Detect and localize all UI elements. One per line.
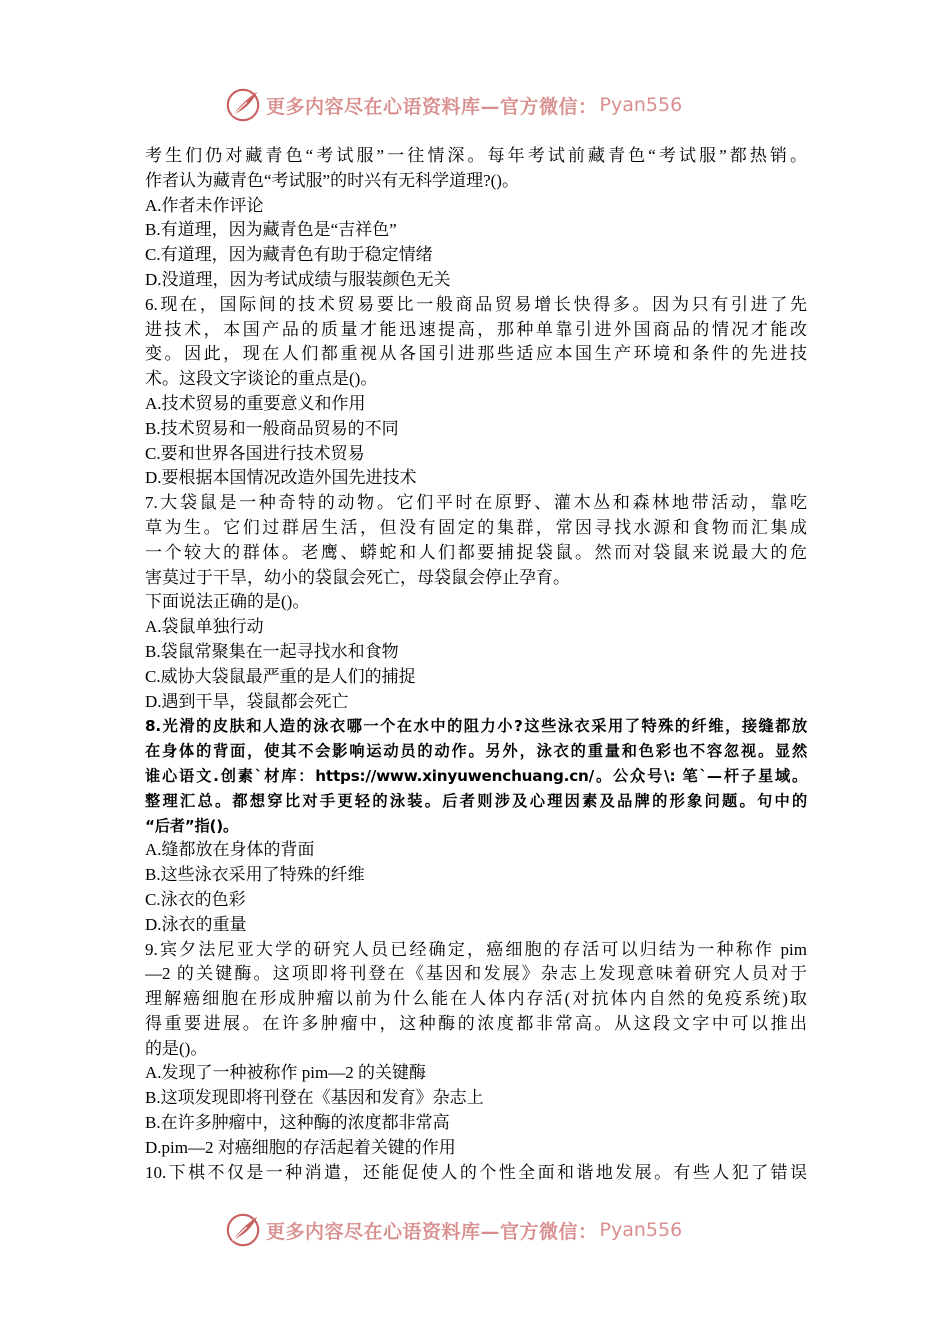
- text-line: A.作者未作评论: [145, 195, 264, 215]
- quill-logo-icon: [224, 86, 262, 124]
- document-body: [145, 144, 807, 1185]
- text-line: B.在许多肿瘤中，这种酶的浓度都非常高: [145, 1113, 450, 1133]
- text-line: 得重要进展。在许多肿瘤中，这种酶的浓度都非常高。从这段文字中可以推出: [145, 1013, 807, 1033]
- text-line: 一个较大的群体。老鹰、蟒蛇和人们都要捕捉袋鼠。然而对袋鼠来说最大的危: [145, 542, 807, 562]
- text-line: 害莫过于干旱，幼小的袋鼠会死亡，母袋鼠会停止孕育。: [145, 567, 570, 587]
- footer-banner-text: 更多内容尽在心语资料库—官方微信：: [266, 1220, 598, 1243]
- text-line: D.遇到干旱，袋鼠都会死亡: [145, 691, 349, 711]
- text-line: A.技术贸易的重要意义和作用: [145, 393, 366, 413]
- header-watermark-banner: [224, 82, 682, 128]
- text-line: A.袋鼠单独行动: [145, 617, 264, 637]
- header-banner-text: 更多内容尽在心语资料库—官方微信：: [266, 95, 598, 118]
- text-line: 进技术，本国产品的质量才能迅速提高，那种单靠引进外国商品的情况才能改: [145, 319, 807, 339]
- text-line: 8.光滑的皮肤和人造的泳衣哪一个在水中的阻力小?这些泳衣采用了特殊的纤维，接缝都放: [145, 717, 807, 736]
- text-line: C.泳衣的色彩: [145, 889, 246, 909]
- text-line: 变。因此，现在人们都重视从各国引进那些适应本国生产环境和条件的先进技: [145, 344, 807, 364]
- text-line: 下面说法正确的是()。: [145, 592, 310, 612]
- text-line: B.这项发现即将刊登在《基因和发育》杂志上: [145, 1088, 484, 1108]
- text-line: C.威协大袋鼠最严重的是人们的捕捉: [145, 666, 416, 686]
- text-line: 10.下棋不仅是一种消遣，还能促使人的个性全面和谐地发展。有些人犯了错误: [145, 1162, 807, 1182]
- text-line: —2 的关键酶。这项即将刊登在《基因和发展》杂志上发现意味着研究人员对于: [145, 964, 807, 984]
- text-line: “后者”指()。: [145, 816, 238, 835]
- text-line: 理解癌细胞在形成肿瘤以前为什么能在人体内存活(对抗体内自然的免疫系统)取: [145, 989, 807, 1009]
- header-banner-wechat-id: Pyan556: [599, 94, 683, 116]
- text-line: 作者认为藏青色“考试服”的时兴有无科学道理?()。: [145, 170, 519, 190]
- text-line: 的是()。: [145, 1038, 208, 1058]
- text-line: 9.宾夕法尼亚大学的研究人员已经确定，癌细胞的存活可以归结为一种称作 pim: [145, 939, 807, 959]
- text-line: 术。这段文字谈论的重点是()。: [145, 369, 378, 389]
- text-line: 整理汇总。都想穿比对手更轻的泳装。后者则涉及心理因素及品牌的形象问题。句中的: [145, 791, 807, 810]
- text-line: D.pim—2 对癌细胞的存活起着关键的作用: [145, 1137, 456, 1157]
- footer-banner-wechat-id: Pyan556: [599, 1219, 683, 1241]
- text-line: B.这些泳衣采用了特殊的纤维: [145, 865, 365, 885]
- text-line: D.泳衣的重量: [145, 914, 247, 934]
- footer-watermark-banner: [224, 1207, 682, 1253]
- text-line: C.要和世界各国进行技术贸易: [145, 443, 365, 463]
- text-line: A.发现了一种被称作 pim—2 的关键酶: [145, 1063, 426, 1083]
- quill-logo-icon: [224, 1211, 262, 1249]
- text-line: 在身体的背面，使其不会影响运动员的动作。另外，泳衣的重量和色彩也不容忽视。显然: [145, 742, 807, 761]
- text-line: 考生们仍对藏青色“考试服”一往情深。每年考试前藏青色“考试服”都热销。: [145, 146, 807, 165]
- text-line: B.袋鼠常聚集在一起寻找水和食物: [145, 641, 399, 661]
- text-line: B.技术贸易和一般商品贸易的不同: [145, 418, 399, 438]
- text-line: 草为生。它们过群居生活，但没有固定的集群，常因寻找水源和食物而汇集成: [145, 517, 807, 537]
- text-line: C.有道理，因为藏青色有助于稳定情绪: [145, 245, 433, 265]
- text-line: D.要根据本国情况改造外国先进技术: [145, 468, 417, 488]
- text-line: A.缝都放在身体的背面: [145, 840, 315, 860]
- text-line: B.有道理，因为藏青色是“吉祥色”: [145, 220, 397, 240]
- text-line: D.没道理，因为考试成绩与服装颜色无关: [145, 269, 451, 289]
- text-line: 谁心语文.创素`材库：https://www.xinyuwenchuang.cn/。公众号\: 笔`—杆子星域。: [145, 766, 807, 785]
- text-line: 7.大袋鼠是一种奇特的动物。它们平时在原野、灌木丛和森林地带活动，靠吃: [145, 493, 807, 513]
- text-line: 6.现在，国际间的技术贸易要比一般商品贸易增长快得多。因为只有引进了先: [145, 294, 807, 314]
